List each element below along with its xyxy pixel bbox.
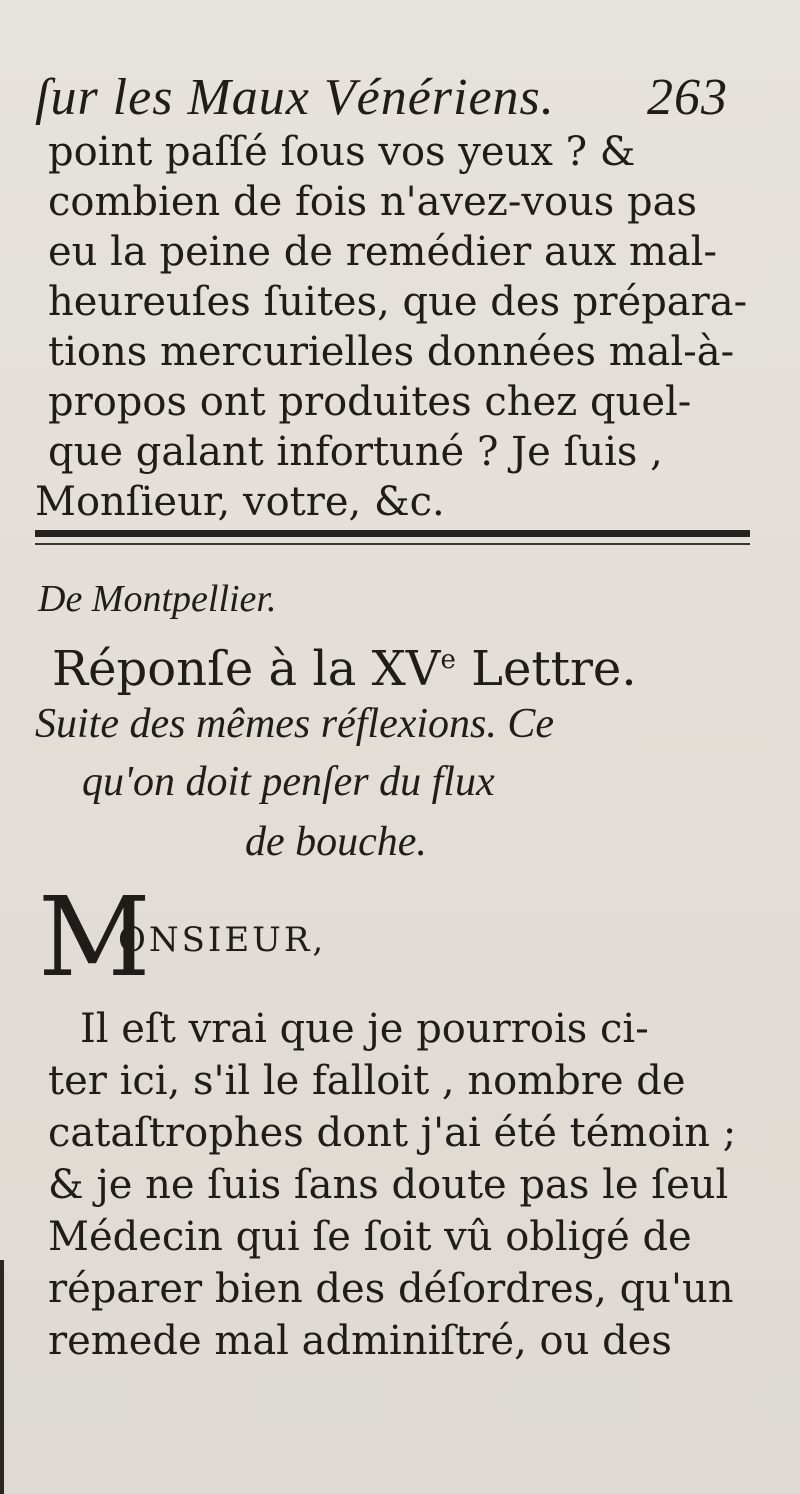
section-divider-thin (35, 543, 750, 545)
text-line: Monſieur, votre, &c. (35, 479, 445, 525)
text-line: remede mal adminiſtré, ou des (48, 1318, 672, 1364)
section-divider (35, 530, 750, 537)
text-line: ter ici, s'il le falloit , nombre de (48, 1058, 686, 1104)
salutation: ONSIEUR, (118, 920, 327, 960)
heading-end: Lettre. (455, 641, 637, 697)
text-line: réparer bien des déſordres, qu'un (48, 1266, 734, 1312)
subtitle-line: qu'on doit penſer du flux (82, 759, 495, 805)
subtitle-line: Suite des mêmes réflexions. Ce (35, 701, 555, 747)
letter-heading (52, 632, 792, 697)
header-title: ſur les Maux Vénériens. (35, 69, 555, 126)
subtitle-line: de bouche. (245, 819, 427, 865)
text-line: tions mercurielles données mal-à- (48, 329, 735, 375)
text-line: Il eſt vrai que je pourrois ci- (80, 1006, 649, 1052)
text-line: eu la peine de remédier aux mal- (48, 229, 717, 275)
heading-superscript: e (440, 645, 456, 675)
page-edge-shadow (0, 1260, 4, 1494)
page-number: 263 (647, 69, 728, 126)
text-line: cataſtrophes dont j'ai été témoin ; (48, 1110, 737, 1156)
text-line: Médecin qui ſe ſoit vû obligé de (48, 1214, 692, 1260)
drop-cap: M (38, 873, 151, 1001)
letter-place: De Montpellier. (38, 578, 277, 620)
text-line: point paſſé ſous vos yeux ? & (48, 129, 636, 175)
text-line: combien de fois n'avez-vous pas (48, 179, 698, 225)
text-line: que galant infortuné ? Je ſuis , (48, 429, 663, 475)
text-line: propos ont produites chez quel- (48, 379, 692, 425)
text-line: heureuſes ſuites, que des prépara- (48, 279, 748, 325)
heading-text: Réponſe à la XV (52, 641, 441, 697)
text-line: & je ne ſuis ſans doute pas le ſeul (48, 1162, 729, 1208)
